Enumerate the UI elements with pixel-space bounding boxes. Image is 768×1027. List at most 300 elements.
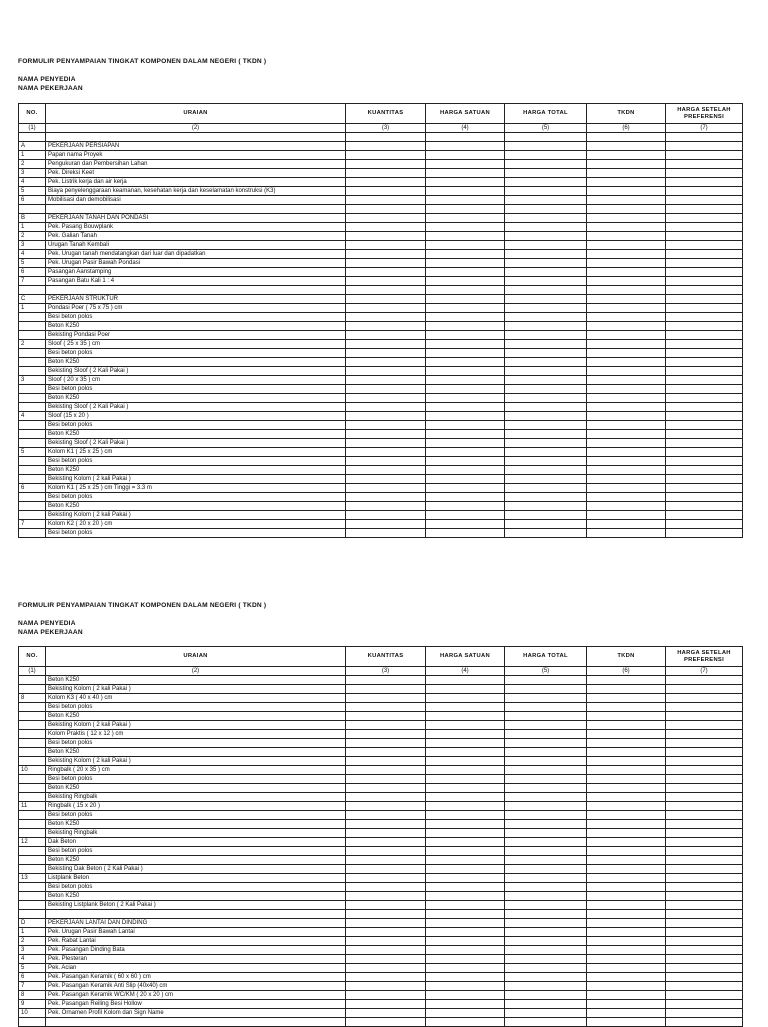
header-no: NO. xyxy=(19,647,46,667)
row-cell-empty xyxy=(346,946,426,955)
row-uraian: Pek. Urugan Pasir Bawah Pondasi xyxy=(46,259,346,268)
row-no: 3 xyxy=(19,169,46,178)
row-cell-empty xyxy=(666,529,743,538)
row-cell-empty xyxy=(346,676,426,685)
row-cell-empty xyxy=(587,340,666,349)
row-cell-empty xyxy=(666,439,743,448)
row-cell-empty xyxy=(666,250,743,259)
nama-penyedia-label: NAMA PENYEDIA xyxy=(18,76,76,83)
row-uraian: Beton K250 xyxy=(46,784,346,793)
row-cell-empty xyxy=(666,520,743,529)
row-cell-empty xyxy=(346,160,426,169)
row-cell-empty xyxy=(426,511,505,520)
row-cell-empty xyxy=(426,313,505,322)
row-cell-empty xyxy=(587,457,666,466)
col-num: (6) xyxy=(587,667,666,676)
row-cell-empty xyxy=(346,766,426,775)
table-row xyxy=(19,775,743,784)
row-cell-empty xyxy=(505,739,587,748)
row-cell-empty xyxy=(666,721,743,730)
row-cell-empty xyxy=(587,865,666,874)
row-uraian: Besi beton polos xyxy=(46,883,346,892)
row-cell-empty xyxy=(426,838,505,847)
row-cell-empty xyxy=(587,223,666,232)
row-no: 2 xyxy=(19,340,46,349)
row-uraian: Bekisting Kolom ( 2 kali Pakai ) xyxy=(46,511,346,520)
row-cell-empty xyxy=(666,748,743,757)
row-cell-empty xyxy=(587,313,666,322)
row-cell-empty xyxy=(426,457,505,466)
row-uraian: Pengukuran dan Pembersihan Lahan xyxy=(46,160,346,169)
row-cell-empty xyxy=(587,421,666,430)
row-cell-empty xyxy=(587,847,666,856)
table-row xyxy=(19,277,743,286)
row-cell-empty xyxy=(505,232,587,241)
row-cell-empty xyxy=(587,412,666,421)
row-cell-empty xyxy=(346,358,426,367)
row-cell-empty xyxy=(426,928,505,937)
row-cell-empty xyxy=(426,811,505,820)
row-cell-empty xyxy=(426,205,505,214)
table-row xyxy=(19,721,743,730)
row-cell-empty xyxy=(346,178,426,187)
row-cell-empty xyxy=(505,820,587,829)
row-cell-empty xyxy=(346,430,426,439)
row-cell-empty xyxy=(505,829,587,838)
row-cell-empty xyxy=(666,304,743,313)
row-cell-empty xyxy=(426,484,505,493)
row-cell-empty xyxy=(426,820,505,829)
table-row xyxy=(19,520,743,529)
row-cell-empty xyxy=(666,901,743,910)
table-row xyxy=(19,901,743,910)
row-cell-empty xyxy=(666,1009,743,1018)
row-no xyxy=(19,676,46,685)
row-cell-empty xyxy=(666,973,743,982)
table-row xyxy=(19,883,743,892)
table-row xyxy=(19,928,743,937)
row-cell-empty xyxy=(666,982,743,991)
row-uraian: Bekisting Listplank Beton ( 2 Kali Pakai ) xyxy=(46,901,346,910)
col-num: (2) xyxy=(46,124,346,133)
row-no xyxy=(19,367,46,376)
row-cell-empty xyxy=(587,919,666,928)
header-tkdn: TKDN xyxy=(587,647,666,667)
row-cell-empty xyxy=(666,286,743,295)
row-no: A xyxy=(19,142,46,151)
row-cell-empty xyxy=(505,385,587,394)
row-no xyxy=(19,856,46,865)
row-no xyxy=(19,892,46,901)
row-cell-empty xyxy=(587,403,666,412)
row-cell-empty xyxy=(587,151,666,160)
row-cell-empty xyxy=(346,169,426,178)
row-cell-empty xyxy=(505,838,587,847)
table-row xyxy=(19,502,743,511)
row-cell-empty xyxy=(505,946,587,955)
row-uraian: Pek. Ornamen Profil Kolom dan Sign Name xyxy=(46,1009,346,1018)
tkdn-table xyxy=(18,103,743,538)
row-uraian: Beton K250 xyxy=(46,676,346,685)
row-cell-empty xyxy=(505,892,587,901)
row-no xyxy=(19,847,46,856)
table-row xyxy=(19,349,743,358)
row-cell-empty xyxy=(346,439,426,448)
row-cell-empty xyxy=(666,178,743,187)
row-cell-empty xyxy=(587,286,666,295)
row-cell-empty xyxy=(666,349,743,358)
row-cell-empty xyxy=(505,874,587,883)
row-cell-empty xyxy=(666,712,743,721)
row-cell-empty xyxy=(426,739,505,748)
row-cell-empty xyxy=(666,322,743,331)
row-cell-empty xyxy=(426,883,505,892)
table-row xyxy=(19,739,743,748)
row-uraian: Besi beton polos xyxy=(46,493,346,502)
row-cell-empty xyxy=(587,394,666,403)
row-cell-empty xyxy=(587,169,666,178)
table-row xyxy=(19,955,743,964)
row-cell-empty xyxy=(505,439,587,448)
row-cell-empty xyxy=(666,475,743,484)
row-uraian: Bekisting Kolom ( 2 kali Pakai ) xyxy=(46,721,346,730)
row-cell-empty xyxy=(587,322,666,331)
row-cell-empty xyxy=(426,376,505,385)
row-cell-empty xyxy=(666,883,743,892)
row-cell-empty xyxy=(426,358,505,367)
row-no xyxy=(19,730,46,739)
row-cell-empty xyxy=(426,757,505,766)
col-num: (3) xyxy=(346,124,426,133)
row-cell-empty xyxy=(505,694,587,703)
row-uraian: PEKERJAAN STRUKTUR xyxy=(46,295,346,304)
row-uraian: PEKERJAAN PERSIAPAN xyxy=(46,142,346,151)
row-cell-empty xyxy=(505,856,587,865)
row-cell-empty xyxy=(346,856,426,865)
row-no xyxy=(19,358,46,367)
row-uraian: Sloof (15 x 20 ) xyxy=(46,412,346,421)
row-no: D xyxy=(19,919,46,928)
row-cell-empty xyxy=(346,955,426,964)
row-cell-empty xyxy=(426,520,505,529)
row-no: 1 xyxy=(19,223,46,232)
row-no xyxy=(19,475,46,484)
row-uraian: Pek. Pasangan Keramik Anti Slip (40x40) cm xyxy=(46,982,346,991)
row-cell-empty xyxy=(346,466,426,475)
row-cell-empty xyxy=(587,991,666,1000)
row-cell-empty xyxy=(426,196,505,205)
table-row xyxy=(19,865,743,874)
row-cell-empty xyxy=(505,421,587,430)
table-row xyxy=(19,892,743,901)
row-cell-empty xyxy=(666,214,743,223)
row-no: 3 xyxy=(19,241,46,250)
row-uraian: Bekisting Sloof ( 2 Kali Pakai ) xyxy=(46,367,346,376)
row-no xyxy=(19,685,46,694)
row-cell-empty xyxy=(666,937,743,946)
row-uraian: Beton K250 xyxy=(46,856,346,865)
table-row xyxy=(19,802,743,811)
row-cell-empty xyxy=(587,241,666,250)
row-cell-empty xyxy=(346,421,426,430)
row-uraian: Besi beton polos xyxy=(46,529,346,538)
row-no: 4 xyxy=(19,250,46,259)
row-cell-empty xyxy=(346,811,426,820)
row-no: 6 xyxy=(19,196,46,205)
row-no xyxy=(19,511,46,520)
row-cell-empty xyxy=(666,865,743,874)
row-cell-empty xyxy=(587,820,666,829)
row-cell-empty xyxy=(505,151,587,160)
header-tkdn: TKDN xyxy=(587,104,666,124)
table-row xyxy=(19,730,743,739)
table-body xyxy=(19,133,743,538)
row-no xyxy=(19,712,46,721)
row-cell-empty xyxy=(666,775,743,784)
row-cell-empty xyxy=(587,295,666,304)
row-cell-empty xyxy=(505,358,587,367)
row-cell-empty xyxy=(587,439,666,448)
row-cell-empty xyxy=(666,991,743,1000)
row-cell-empty xyxy=(587,232,666,241)
row-cell-empty xyxy=(666,739,743,748)
row-cell-empty xyxy=(666,232,743,241)
row-cell-empty xyxy=(505,847,587,856)
row-cell-empty xyxy=(666,421,743,430)
row-cell-empty xyxy=(426,403,505,412)
row-cell-empty xyxy=(505,295,587,304)
row-no xyxy=(19,703,46,712)
row-no xyxy=(19,910,46,919)
row-cell-empty xyxy=(505,223,587,232)
row-cell-empty xyxy=(587,529,666,538)
row-no: 4 xyxy=(19,178,46,187)
col-num: (4) xyxy=(426,667,505,676)
row-cell-empty xyxy=(346,313,426,322)
table-row xyxy=(19,937,743,946)
row-uraian: Bekisting Kolom ( 2 kali Pakai ) xyxy=(46,685,346,694)
row-cell-empty xyxy=(587,721,666,730)
row-no xyxy=(19,286,46,295)
row-cell-empty xyxy=(587,178,666,187)
row-uraian: Pek. Pasangan Keramik ( 60 x 60 ) cm xyxy=(46,973,346,982)
row-cell-empty xyxy=(426,847,505,856)
row-cell-empty xyxy=(666,268,743,277)
row-cell-empty xyxy=(587,268,666,277)
row-cell-empty xyxy=(587,973,666,982)
row-cell-empty xyxy=(666,757,743,766)
row-no xyxy=(19,133,46,142)
row-cell-empty xyxy=(346,919,426,928)
row-cell-empty xyxy=(666,448,743,457)
row-cell-empty xyxy=(587,937,666,946)
row-uraian: Pek. Pasangan Dinding Bata xyxy=(46,946,346,955)
table-row xyxy=(19,1009,743,1018)
row-cell-empty xyxy=(666,829,743,838)
row-cell-empty xyxy=(587,493,666,502)
row-cell-empty xyxy=(505,520,587,529)
row-cell-empty xyxy=(346,259,426,268)
row-no: 5 xyxy=(19,448,46,457)
row-uraian: Besi beton polos xyxy=(46,385,346,394)
row-cell-empty xyxy=(426,286,505,295)
col-num: (4) xyxy=(426,124,505,133)
row-cell-empty xyxy=(587,703,666,712)
row-cell-empty xyxy=(587,142,666,151)
row-cell-empty xyxy=(505,466,587,475)
row-cell-empty xyxy=(666,394,743,403)
table-row xyxy=(19,250,743,259)
row-cell-empty xyxy=(666,430,743,439)
row-cell-empty xyxy=(587,160,666,169)
row-cell-empty xyxy=(587,901,666,910)
table-row xyxy=(19,160,743,169)
row-cell-empty xyxy=(426,529,505,538)
row-cell-empty xyxy=(505,511,587,520)
row-cell-empty xyxy=(426,214,505,223)
row-cell-empty xyxy=(587,1018,666,1027)
row-cell-empty xyxy=(587,250,666,259)
row-uraian: Pasangan Aanstamping xyxy=(46,268,346,277)
row-cell-empty xyxy=(426,412,505,421)
row-cell-empty xyxy=(666,160,743,169)
row-cell-empty xyxy=(346,793,426,802)
row-cell-empty xyxy=(587,520,666,529)
row-no xyxy=(19,403,46,412)
col-num: (1) xyxy=(19,124,46,133)
table-row xyxy=(19,376,743,385)
row-cell-empty xyxy=(587,784,666,793)
row-cell-empty xyxy=(346,694,426,703)
row-cell-empty xyxy=(505,241,587,250)
row-cell-empty xyxy=(346,493,426,502)
row-uraian: Beton K250 xyxy=(46,820,346,829)
row-cell-empty xyxy=(505,937,587,946)
row-no xyxy=(19,1018,46,1027)
table-row xyxy=(19,439,743,448)
row-uraian: Listplank Beton xyxy=(46,874,346,883)
table-row xyxy=(19,712,743,721)
row-cell-empty xyxy=(666,385,743,394)
table-row xyxy=(19,847,743,856)
row-uraian: Pek. Rabat Lantai xyxy=(46,937,346,946)
row-cell-empty xyxy=(505,955,587,964)
row-uraian: Beton K250 xyxy=(46,322,346,331)
col-num: (5) xyxy=(505,124,587,133)
row-cell-empty xyxy=(346,214,426,223)
row-cell-empty xyxy=(426,448,505,457)
row-cell-empty xyxy=(346,748,426,757)
row-cell-empty xyxy=(346,730,426,739)
row-cell-empty xyxy=(666,766,743,775)
table-row xyxy=(19,484,743,493)
row-cell-empty xyxy=(346,286,426,295)
row-uraian: Dak Beton xyxy=(46,838,346,847)
row-no xyxy=(19,883,46,892)
row-uraian: Bekisting Ringbalk xyxy=(46,829,346,838)
row-cell-empty xyxy=(505,775,587,784)
row-cell-empty xyxy=(587,331,666,340)
row-cell-empty xyxy=(346,151,426,160)
row-cell-empty xyxy=(346,376,426,385)
row-cell-empty xyxy=(505,286,587,295)
row-cell-empty xyxy=(587,739,666,748)
row-cell-empty xyxy=(587,1000,666,1009)
row-cell-empty xyxy=(346,457,426,466)
row-cell-empty xyxy=(587,730,666,739)
header-kuantitas: KUANTITAS xyxy=(346,104,426,124)
table-row xyxy=(19,811,743,820)
header-harga-total: HARGA TOTAL xyxy=(505,647,587,667)
row-cell-empty xyxy=(426,439,505,448)
row-cell-empty xyxy=(505,205,587,214)
row-cell-empty xyxy=(426,241,505,250)
row-cell-empty xyxy=(666,703,743,712)
row-no xyxy=(19,313,46,322)
row-cell-empty xyxy=(666,142,743,151)
row-uraian: Biaya penyelenggaraan keamanan, kesehatan kerja dan keselamatan konstruksi (K3) xyxy=(46,187,346,196)
row-cell-empty xyxy=(587,811,666,820)
row-cell-empty xyxy=(666,856,743,865)
row-cell-empty xyxy=(505,865,587,874)
row-cell-empty xyxy=(587,511,666,520)
row-cell-empty xyxy=(426,748,505,757)
row-cell-empty xyxy=(426,712,505,721)
table-row xyxy=(19,475,743,484)
row-cell-empty xyxy=(346,802,426,811)
row-no xyxy=(19,439,46,448)
table-row xyxy=(19,676,743,685)
row-cell-empty xyxy=(587,676,666,685)
row-uraian: Papan nama Proyek xyxy=(46,151,346,160)
row-cell-empty xyxy=(587,793,666,802)
header-harga-total: HARGA TOTAL xyxy=(505,104,587,124)
col-num: (5) xyxy=(505,667,587,676)
row-no xyxy=(19,457,46,466)
table-row xyxy=(19,385,743,394)
row-cell-empty xyxy=(346,484,426,493)
header-harga-satuan: HARGA SATUAN xyxy=(426,104,505,124)
table-row xyxy=(19,430,743,439)
row-uraian: Beton K250 xyxy=(46,712,346,721)
row-no xyxy=(19,793,46,802)
table-row xyxy=(19,919,743,928)
row-no: 4 xyxy=(19,955,46,964)
row-no xyxy=(19,493,46,502)
row-cell-empty xyxy=(346,331,426,340)
table-row xyxy=(19,457,743,466)
form-title: FORMULIR PENYAMPAIAN TINGKAT KOMPONEN DALAM NEGERI ( TKDN ) xyxy=(18,602,267,609)
row-cell-empty xyxy=(346,250,426,259)
row-cell-empty xyxy=(666,676,743,685)
row-uraian: Kolom K1 ( 25 x 25 ) cm xyxy=(46,448,346,457)
row-cell-empty xyxy=(666,241,743,250)
row-cell-empty xyxy=(426,259,505,268)
row-cell-empty xyxy=(426,766,505,775)
row-cell-empty xyxy=(505,766,587,775)
row-cell-empty xyxy=(426,169,505,178)
header-uraian: URAIAN xyxy=(46,647,346,667)
row-cell-empty xyxy=(505,793,587,802)
row-cell-empty xyxy=(426,676,505,685)
row-cell-empty xyxy=(587,376,666,385)
table-row xyxy=(19,367,743,376)
row-uraian: Bekisting Ringbalk xyxy=(46,793,346,802)
row-cell-empty xyxy=(426,874,505,883)
row-cell-empty xyxy=(505,142,587,151)
row-cell-empty xyxy=(426,721,505,730)
nama-penyedia-label: NAMA PENYEDIA xyxy=(18,620,76,627)
